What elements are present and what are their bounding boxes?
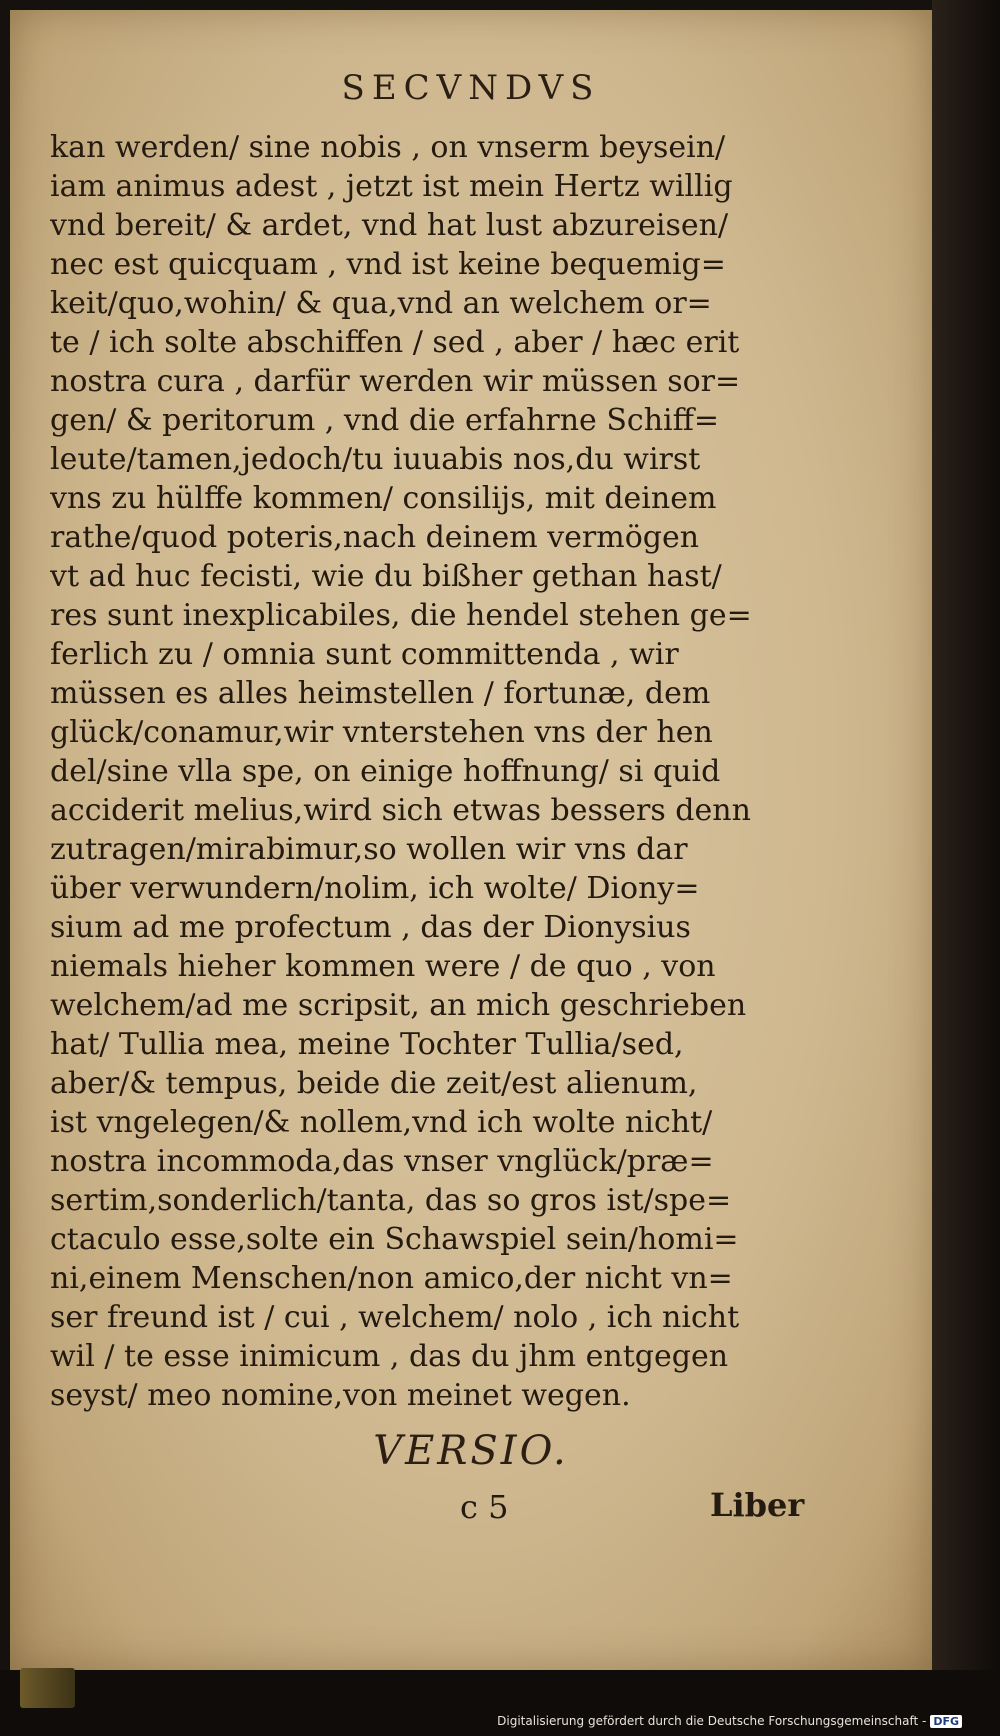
running-head: SECVNDVS [341,68,601,108]
text-line: ser freund ist / cui , welchem/ nolo , ich nicht [50,1300,740,1335]
text-line: ctaculo esse,solte ein Schawspiel sein/homi= [50,1222,739,1257]
text-line: ni,einem Menschen/non amico,der nicht vn= [50,1261,733,1296]
digitization-credit [497,1714,962,1728]
binding-thread-mark [20,1668,75,1708]
text-line: müssen es alles heimstellen / fortunæ, dem [50,676,711,711]
text-line: niemals hieher kommen were / de quo , von [50,949,716,984]
text-line: iam animus adest , jetzt ist mein Hertz willig [50,169,733,204]
dfg-logo: DFG [930,1715,962,1728]
page-edge-shadow [932,0,1000,1736]
text-line: vnd bereit/ & ardet, vnd hat lust abzureisen/ [50,208,729,243]
text-line: res sunt inexplicabiles, die hendel stehen ge= [50,598,752,633]
text-line: nec est quicquam , vnd ist keine bequemig= [50,247,726,282]
text-line: del/sine vlla spe, on einige hoffnung/ si quid [50,754,721,789]
text-line: hat/ Tullia mea, meine Tochter Tullia/sed, [50,1027,684,1062]
text-line: sertim,sonderlich/tanta, das so gros ist/spe= [50,1183,732,1218]
book-page [10,10,936,1670]
body-text [50,128,830,1415]
signature-mark: c 5 [460,1488,509,1526]
catchword: Liber [710,1486,805,1524]
text-line: aber/& tempus, beide die zeit/est alienum, [50,1066,698,1101]
text-line: vns zu hülffe kommen/ consilijs, mit deinem [50,481,717,516]
text-line: kan werden/ sine nobis , on vnserm beysein/ [50,130,726,165]
text-line: rathe/quod poteris,nach deinem vermögen [50,520,700,555]
text-line: seyst/ meo nomine,von meinet wegen. [50,1378,631,1413]
text-line: wil / te esse inimicum , das du jhm entgegen [50,1339,729,1374]
text-line: über verwundern/nolim, ich wolte/ Diony= [50,871,700,906]
text-line: gen/ & peritorum , vnd die erfahrne Schiff= [50,403,720,438]
text-line: nostra incommoda,das vnser vnglück/præ= [50,1144,714,1179]
text-line: welchem/ad me scripsit, an mich geschrieben [50,988,747,1023]
text-line: vt ad huc fecisti, wie du bißher gethan hast/ [50,559,722,594]
text-line: nostra cura , darfür werden wir müssen sor= [50,364,741,399]
text-line: keit/quo,wohin/ & qua,vnd an welchem or= [50,286,712,321]
text-line: ist vngelegen/& nollem,vnd ich wolte nicht/ [50,1105,713,1140]
text-line: te / ich solte abschiffen / sed , aber / hæc erit [50,325,740,360]
text-line: ferlich zu / omnia sunt committenda , wir [50,637,679,672]
text-line: leute/tamen,jedoch/tu iuuabis nos,du wirst [50,442,701,477]
credit-text: Digitalisierung gefördert durch die Deutsche Forschungsgemeinschaft - [497,1714,927,1728]
text-line: zutragen/mirabimur,so wollen wir vns dar [50,832,688,867]
text-line: acciderit melius,wird sich etwas bessers denn [50,793,751,828]
text-line: sium ad me profectum , das der Dionysius [50,910,691,945]
text-line: glück/conamur,wir vnterstehen vns der hen [50,715,713,750]
section-heading: VERSIO. [373,1428,569,1474]
